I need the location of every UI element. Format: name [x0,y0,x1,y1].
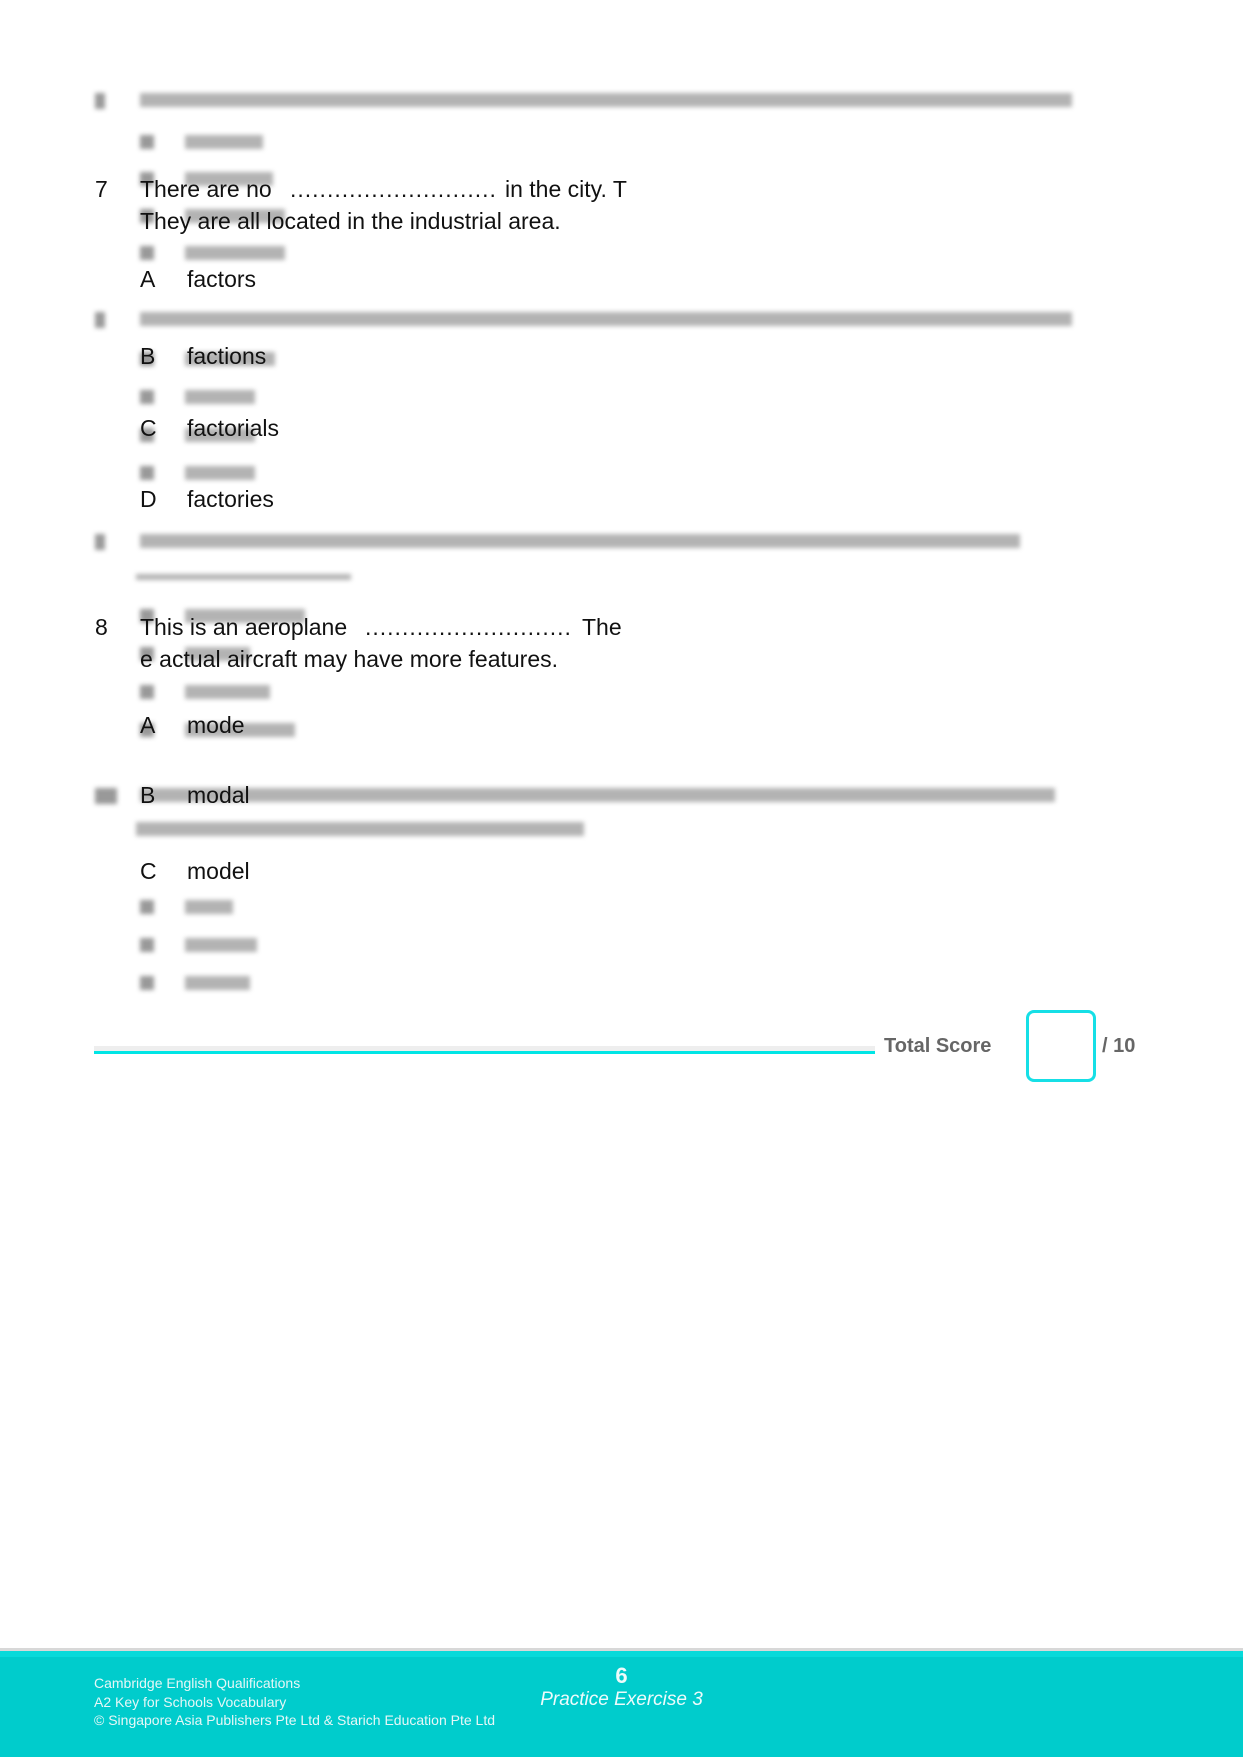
question-number: 8 [95,614,108,640]
question-continuation: e actual aircraft may have more features. [140,646,559,672]
footer-copyright: © Singapore Asia Publishers Pte Ltd & Starich Education Pte Ltd [94,1712,495,1728]
option-letter: C [140,415,157,441]
option-letter: A [140,712,156,738]
option-text: factories [187,486,274,512]
answer-blank: ............................ [365,614,572,640]
option-text: factors [187,266,257,292]
footer-band [0,1651,1243,1657]
footer-line-1: Cambridge English Qualifications [94,1675,301,1691]
score-out-of: / 10 [1102,1035,1136,1057]
divider-line [94,1051,875,1054]
option-text: modal [187,782,250,808]
question-text: This is an aeroplane [140,614,348,640]
option-letter: B [140,343,156,369]
option-letter: A [140,266,156,292]
question-text-end: The [582,614,622,640]
option-text: factorials [187,415,280,441]
page-number: 6 [615,1663,628,1688]
option-text: factions [187,343,267,369]
option-text: model [187,858,250,884]
score-input-box[interactable] [1026,1010,1096,1082]
option-text: mode [187,712,245,738]
option-letter: D [140,486,157,512]
footer-line-2: A2 Key for Schools Vocabulary [94,1694,287,1710]
total-score-label: Total Score [884,1035,992,1057]
question-number: 7 [95,176,108,202]
question-continuation: They are all located in the industrial area. [140,208,561,234]
option-letter: C [140,858,157,884]
page-footer [0,1648,1243,1757]
question-text-end: in the city. T [505,176,627,202]
section-title: Practice Exercise 3 [540,1689,703,1710]
answer-blank: ............................ [290,176,497,202]
question-text: There are no [140,176,272,202]
option-letter: B [140,782,156,808]
